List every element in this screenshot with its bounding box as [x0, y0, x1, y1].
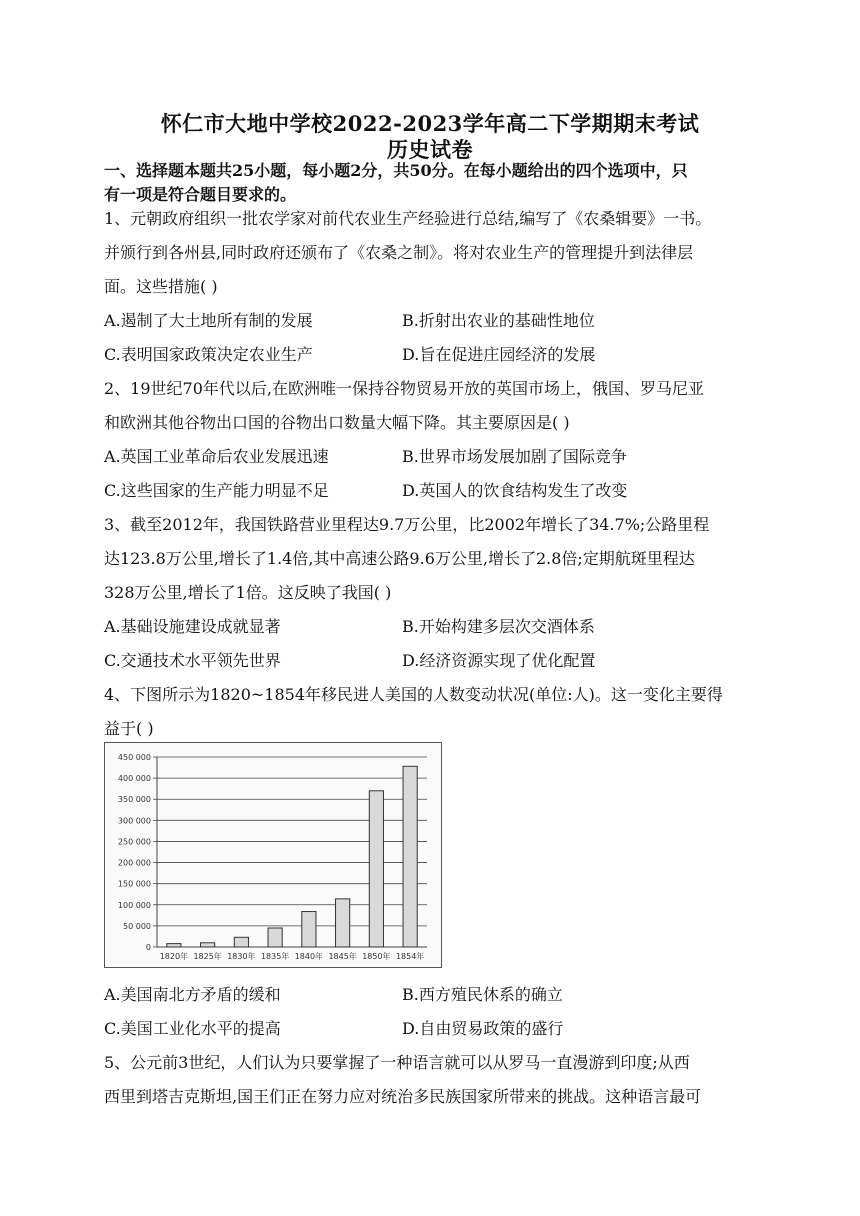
bar — [167, 944, 181, 947]
exam-title: 怀仁市大地中学校2022-2023学年高二下学期期末考试 — [160, 111, 700, 136]
section-instruction-line1: 一、选择题本题共25小题，每小题2分，共50分。在每小题给出的四个选项中，只 — [104, 161, 688, 180]
question-3-line-3: 328万公里,增长了1倍。这反映了我国( ) — [104, 583, 392, 602]
question-2-option-c[interactable]: C.这些国家的生产能力明显不足 — [104, 481, 329, 500]
x-tick-label: 1825年 — [193, 952, 222, 961]
y-tick-label: 450 000 — [117, 753, 151, 762]
x-tick-label: 1835年 — [260, 952, 290, 961]
y-tick-label: 400 000 — [117, 774, 151, 784]
question-4-option-a[interactable]: A.美国南北方矛盾的缓和 — [104, 985, 281, 1004]
question-2-option-d[interactable]: D.英国人的饮食结构发生了改变 — [402, 481, 628, 500]
question-3-option-c[interactable]: C.交通技术水平领先世界 — [104, 651, 281, 670]
y-tick-label: 250 000 — [117, 837, 151, 847]
question-3-line-1: 3、截至2012年，我国铁路营业里程达9.7万公里，比2002年增长了34.7%;公路里程 — [104, 515, 710, 534]
question-3-option-b[interactable]: B.开始构建多层次交酒体系 — [402, 617, 595, 636]
immigration-bar-chart — [104, 742, 442, 968]
x-tick-label: 1840年 — [294, 952, 324, 961]
y-tick-label: 0 — [145, 943, 151, 952]
chart-canvas — [105, 743, 441, 967]
question-4-option-d[interactable]: D.自由贸易政策的盛行 — [402, 1019, 564, 1038]
question-3-option-d[interactable]: D.经济资源实现了优化配置 — [402, 651, 596, 670]
bar — [201, 943, 215, 947]
section-instruction-line2: 有一项是符合题目要求的。 — [104, 185, 297, 204]
y-tick-label: 350 000 — [117, 795, 151, 805]
question-4-option-c[interactable]: C.美国工业化水平的提高 — [104, 1019, 281, 1038]
question-5-line-2: 西里到塔吉克斯坦,国王们正在努力应对统治多民族国家所带来的挑战。这种语言最可 — [104, 1087, 702, 1106]
question-1-option-a[interactable]: A.遏制了大土地所有制的发展 — [104, 311, 313, 330]
question-4-line-1: 4、下图所示为1820~1854年移民进人美国的人数变动状况(单位:人)。这一变化主要得 — [104, 685, 723, 704]
bar — [268, 928, 282, 947]
x-tick-label: 1830年 — [227, 952, 256, 961]
y-tick-label: 150 000 — [117, 879, 151, 889]
x-tick-label: 1820年 — [159, 952, 189, 961]
bar — [403, 766, 417, 947]
x-tick-label: 1845年 — [328, 952, 357, 961]
question-5-line-1: 5、公元前3世纪，人们认为只要掌握了一种语言就可以从罗马一直漫游到印度;从西 — [104, 1053, 690, 1072]
bar — [336, 899, 350, 947]
question-4-option-b[interactable]: B.西方殖民休系的确立 — [402, 985, 563, 1004]
question-2-option-b[interactable]: B.世界市场发展加剧了国际竞争 — [402, 447, 627, 466]
question-1-line-2: 并颁行到各州县,同时政府还颁布了《农桑之制》。将对农业生产的管理提升到法律层 — [104, 243, 694, 262]
y-tick-label: 100 000 — [117, 900, 151, 910]
x-tick-label: 1850年 — [362, 952, 391, 961]
y-tick-label: 200 000 — [117, 858, 151, 868]
question-2-option-a[interactable]: A.英国工业革命后农业发展迅速 — [104, 447, 329, 466]
question-2-line-2: 和欧洲其他谷物出口国的谷物出口数量大幅下降。其主要原因是( ) — [104, 413, 570, 432]
bar — [234, 937, 248, 947]
question-4-line-2: 益于( ) — [104, 719, 154, 738]
y-tick-label: 300 000 — [117, 816, 151, 826]
question-3-line-2: 达123.8万公里,增长了1.4倍,其中高速公路9.6万公里,增长了2.8倍;定期航斑里程达 — [104, 549, 695, 568]
bar — [369, 791, 383, 947]
question-2-line-1: 2、19世纪70年代以后,在欧洲唯一保持谷物贸易开放的英国市场上，俄国、罗马尼亚 — [104, 379, 704, 398]
exam-subtitle: 历史试卷 — [387, 137, 473, 162]
x-tick-label: 1854年 — [395, 952, 425, 961]
question-1-option-c[interactable]: C.表明国家政策决定农业生产 — [104, 345, 313, 364]
y-tick-label: 50 000 — [123, 921, 151, 931]
question-1-line-1: 1、元朝政府组织一批农学家对前代农业生产经验进行总结,编写了《农桑辑要》一书。 — [104, 209, 712, 228]
question-3-option-a[interactable]: A.基础设施建设成就显著 — [104, 617, 281, 636]
question-1-option-d[interactable]: D.旨在促进庄园经济的发展 — [402, 345, 596, 364]
question-1-line-3: 面。这些措施( ) — [104, 277, 218, 296]
question-1-option-b[interactable]: B.折射出农业的基础性地位 — [402, 311, 595, 330]
bar — [302, 912, 316, 947]
